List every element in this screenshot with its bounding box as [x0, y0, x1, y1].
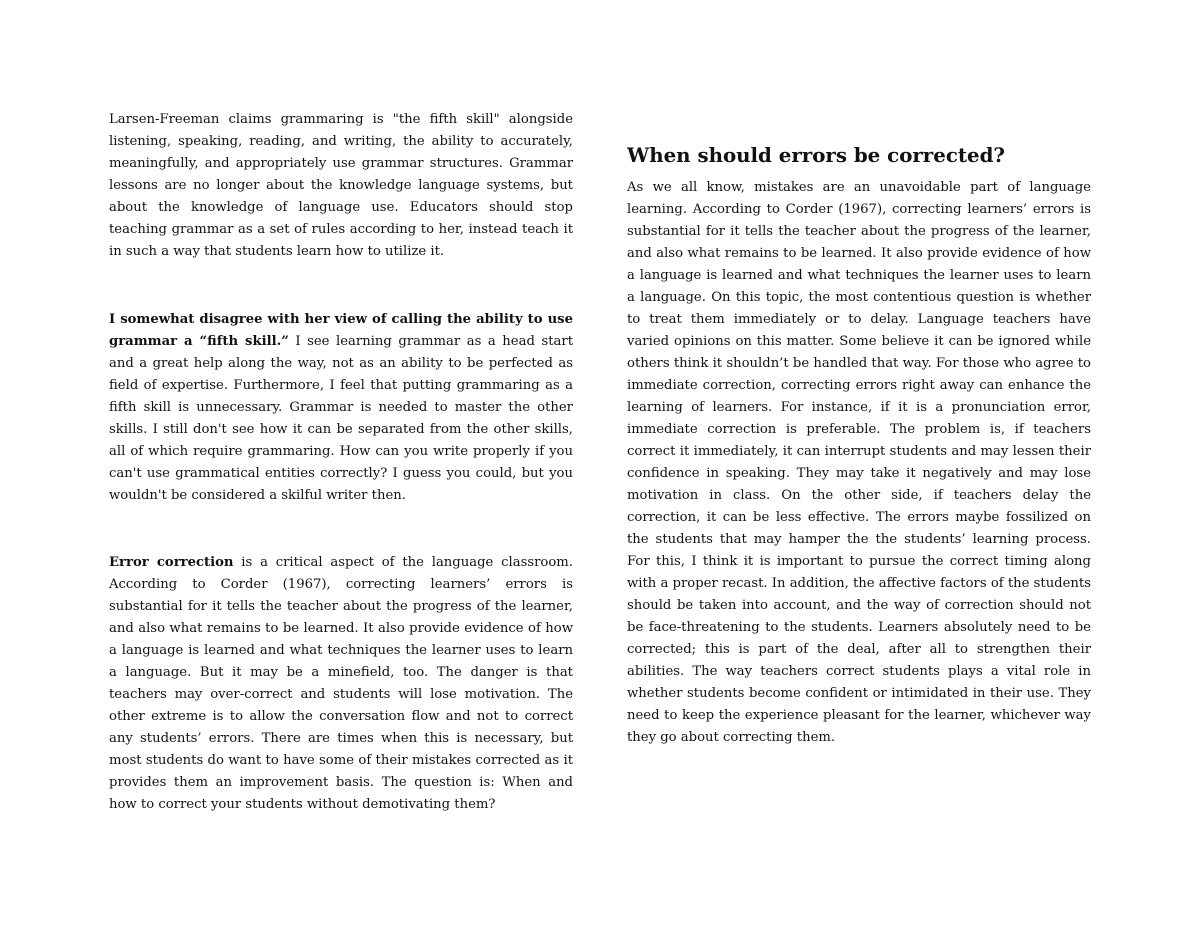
paragraph-grammaring: Larsen-Freeman claims grammaring is "the fifth skill" alongside listening, speaking, reading, and writing, the ability to accurately, meaningfully, and appropriately use grammar structures. Grammar lessons are no longer about the knowledge language systems, but about the knowledge of language use. Educators should stop teaching grammar as a set of rules according to her, instead teach it in such a way that students learn how to utilize it. [109, 112, 573, 259]
paragraph-when-corrected: As we all know, mistakes are an unavoidable part of language learning. According to Corder (1967), correcting learners’ errors is substantial for it tells the teacher about the progress of the learner, and also what remains to be learned. It also provide evidence of how a language is learned and what techniques the learner uses to learn a language. On this topic, the most contentious question is whether to treat them immediately or to delay. Language teachers have varied opinions on this matter. Some believe it can be ignored while others think it shouldn’t be handled that way. For those who agree to immediate correction, correcting errors right away can enhance the learning of learners. For instance, if it is a pronunciation error, immediate correction is preferable. The problem is, if teachers correct it immediately, it can interrupt students and may lessen their confidence in speaking. They may take it negatively and may lose motivation in class. On the other side, if teachers delay the correction, it can be less effective. The errors maybe fossilized on the students that may hamper the the students’ learning process. For this, I think it is important to pursue the correct timing along with a proper recast. In addition, the affective factors of the students should be taken into account, and the way of correction should not be face-threatening to the students. Learners absolutely need to be corrected; this is part of the deal, after all to strengthen their abilities. The way teachers correct students plays a vital role in whether students become confident or intimidated in their use. They need to keep the experience pleasant for the learner, whichever way they go about correcting them. [627, 180, 1091, 745]
paragraph-disagree-body: I see learning grammar as a head start and a great help along the way, not as an ability to be perfected as field of expertise. Furthermore, I feel that putting grammaring as a fifth skill is unnecessary. Grammar is needed to master the other skills. I still don't see how it can be separated from the other skills, all of which require grammaring. How can you write properly if you can't use grammatical entities correctly? I guess you could, but you wouldn't be considered a skilful writer then. [109, 334, 573, 503]
paragraph-error-correction-body: is a critical aspect of the language classroom. According to Corder (1967), correcting learners’ errors is substantial for it tells the teacher about the progress of the learner, and also what remains to be learned. It also provide evidence of how a language is learned and what techniques the learner uses to learn a language. But it may be a minefield, too. The danger is that teachers may over-correct and students will lose motivation. The other extreme is to allow the conversation flow and not to correct any students’ errors. There are times when this is necessary, but most students do want to have some of their mistakes corrected as it provides them an improvement basis. The question is: When and how to correct your students without demotivating them? [109, 555, 574, 812]
paragraph-disagree-lead: I somewhat disagree with her view of calling the ability to use grammar a “fifth skill.” [109, 312, 573, 349]
paragraph-error-correction-lead: Error correction [109, 555, 234, 570]
paragraph-disagree [109, 309, 573, 507]
section-heading: When should errors be corrected? [627, 143, 1006, 167]
paragraph-error-correction [109, 552, 573, 816]
